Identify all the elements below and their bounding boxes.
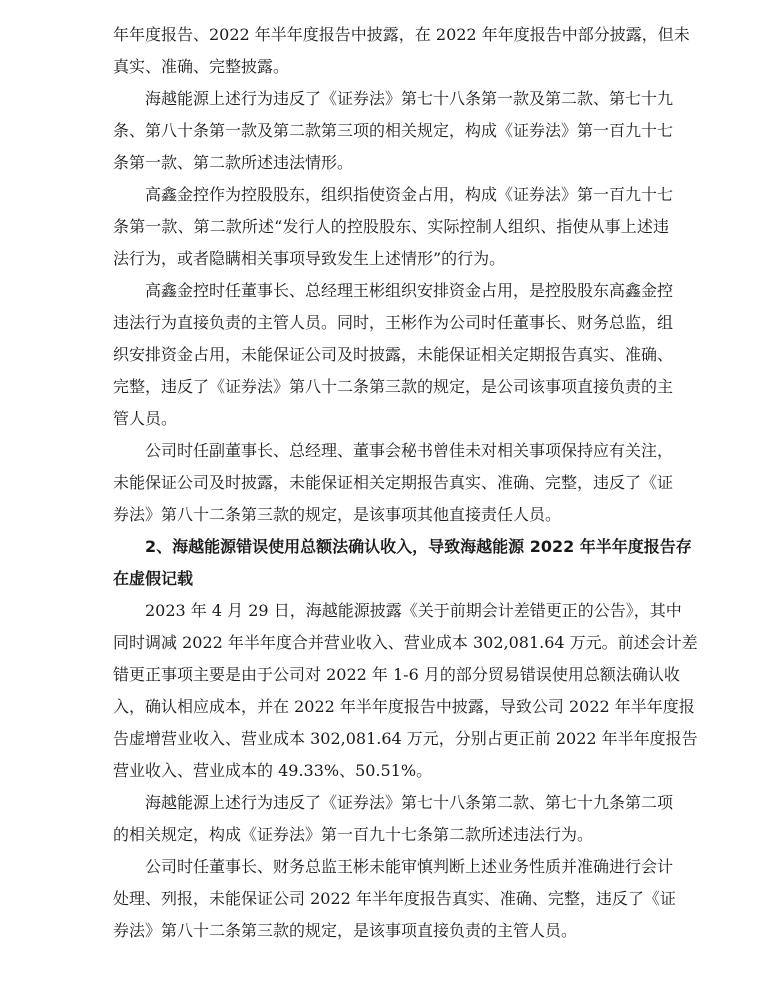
heading-line: 2、海越能源错误使用总额法确认收入，导致海越能源 2022 年半年度报告存 (145, 537, 692, 556)
paragraph-haiyue-violation-2 (113, 787, 674, 851)
text-line: 营业收入、营业成本的 49.33%、50.51%。 (113, 761, 433, 780)
text-line: 的相关规定，构成《证券法》第一百九十七条第二款所述违法行为。 (113, 825, 594, 844)
text-line: 高鑫金控时任董事长、总经理王彬组织安排资金占用，是控股股东高鑫金控 (145, 281, 674, 300)
paragraph-accounting-correction (113, 595, 698, 787)
text-line: 年年度报告、2022 年半年度报告中披露，在 2022 年年度报告中部分披露，但未 (113, 25, 690, 44)
text-line: 违法行为直接负责的主管人员。同时，王彬作为公司时任董事长、财务总监，组 (113, 313, 674, 332)
text-line: 2023 年 4 月 29 日，海越能源披露《关于前期会计差错更正的公告》，其中 (145, 601, 682, 620)
section-heading-2 (113, 531, 692, 595)
text-line: 公司时任副董事长、总经理、董事会秘书曾佳未对相关事项保持应有关注， (145, 441, 674, 460)
document-body (113, 19, 698, 947)
text-line: 高鑫金控作为控股股东，组织指使资金占用，构成《证券法》第一百九十七 (145, 185, 674, 204)
text-line: 处理、列报，未能保证公司 2022 年半年度报告真实、准确、完整，违反了《证 (113, 889, 676, 908)
text-line: 条、第八十条第一款及第二款第三项的相关规定，构成《证券法》第一百九十七 (113, 121, 674, 140)
text-line: 织安排资金占用，未能保证公司及时披露，未能保证相关定期报告真实、准确、 (113, 345, 674, 364)
paragraph-wang-bin-responsibility-2 (113, 851, 676, 947)
text-line: 真实、准确、完整披露。 (113, 57, 290, 76)
paragraph-haiyue-violation-1 (113, 83, 674, 179)
paragraph-wang-bin-responsibility (113, 275, 674, 435)
text-line: 管人员。 (113, 409, 178, 428)
text-line: 海越能源上述行为违反了《证券法》第七十八条第二款、第七十九条第二项 (145, 793, 674, 812)
text-line: 告虚增营业收入、营业成本 302,081.64 万元，分别占更正前 2022 年半年度报告 (113, 729, 698, 748)
text-line: 未能保证公司及时披露，未能保证相关定期报告真实、准确、完整，违反了《证 (113, 473, 674, 492)
text-line: 海越能源上述行为违反了《证券法》第七十八条第一款及第二款、第七十九 (145, 89, 674, 108)
text-line: 法行为，或者隐瞒相关事项导致发生上述情形”的行为。 (113, 249, 506, 268)
paragraph-gaoxin-controlling-shareholder (113, 179, 674, 275)
text-line: 完整，违反了《证券法》第八十二条第三款的规定，是公司该事项直接负责的主 (113, 377, 674, 396)
text-line: 券法》第八十二条第三款的规定，是该事项直接负责的主管人员。 (113, 921, 578, 940)
text-line: 入，确认相应成本，并在 2022 年半年度报告中披露，导致公司 2022 年半年度报 (113, 697, 695, 716)
paragraph-zeng-jia-responsibility (113, 435, 674, 531)
text-line: 条第一款、第二款所述违法情形。 (113, 153, 354, 172)
text-line: 同时调减 2022 年半年度合并营业收入、营业成本 302,081.64 万元。前述会计差 (113, 633, 698, 652)
heading-line: 在虚假记载 (113, 569, 194, 588)
text-line: 条第一款、第二款所述“发行人的控股股东、实际控制人组织、指使从事上述违 (113, 217, 669, 236)
text-line: 错更正事项主要是由于公司对 2022 年 1-6 月的部分贸易错误使用总额法确认收 (113, 665, 680, 684)
text-line: 公司时任董事长、财务总监王彬未能审慎判断上述业务性质并准确进行会计 (145, 857, 674, 876)
paragraph-disclosure-continued (113, 19, 690, 83)
text-line: 券法》第八十二条第三款的规定，是该事项其他直接责任人员。 (113, 505, 562, 524)
